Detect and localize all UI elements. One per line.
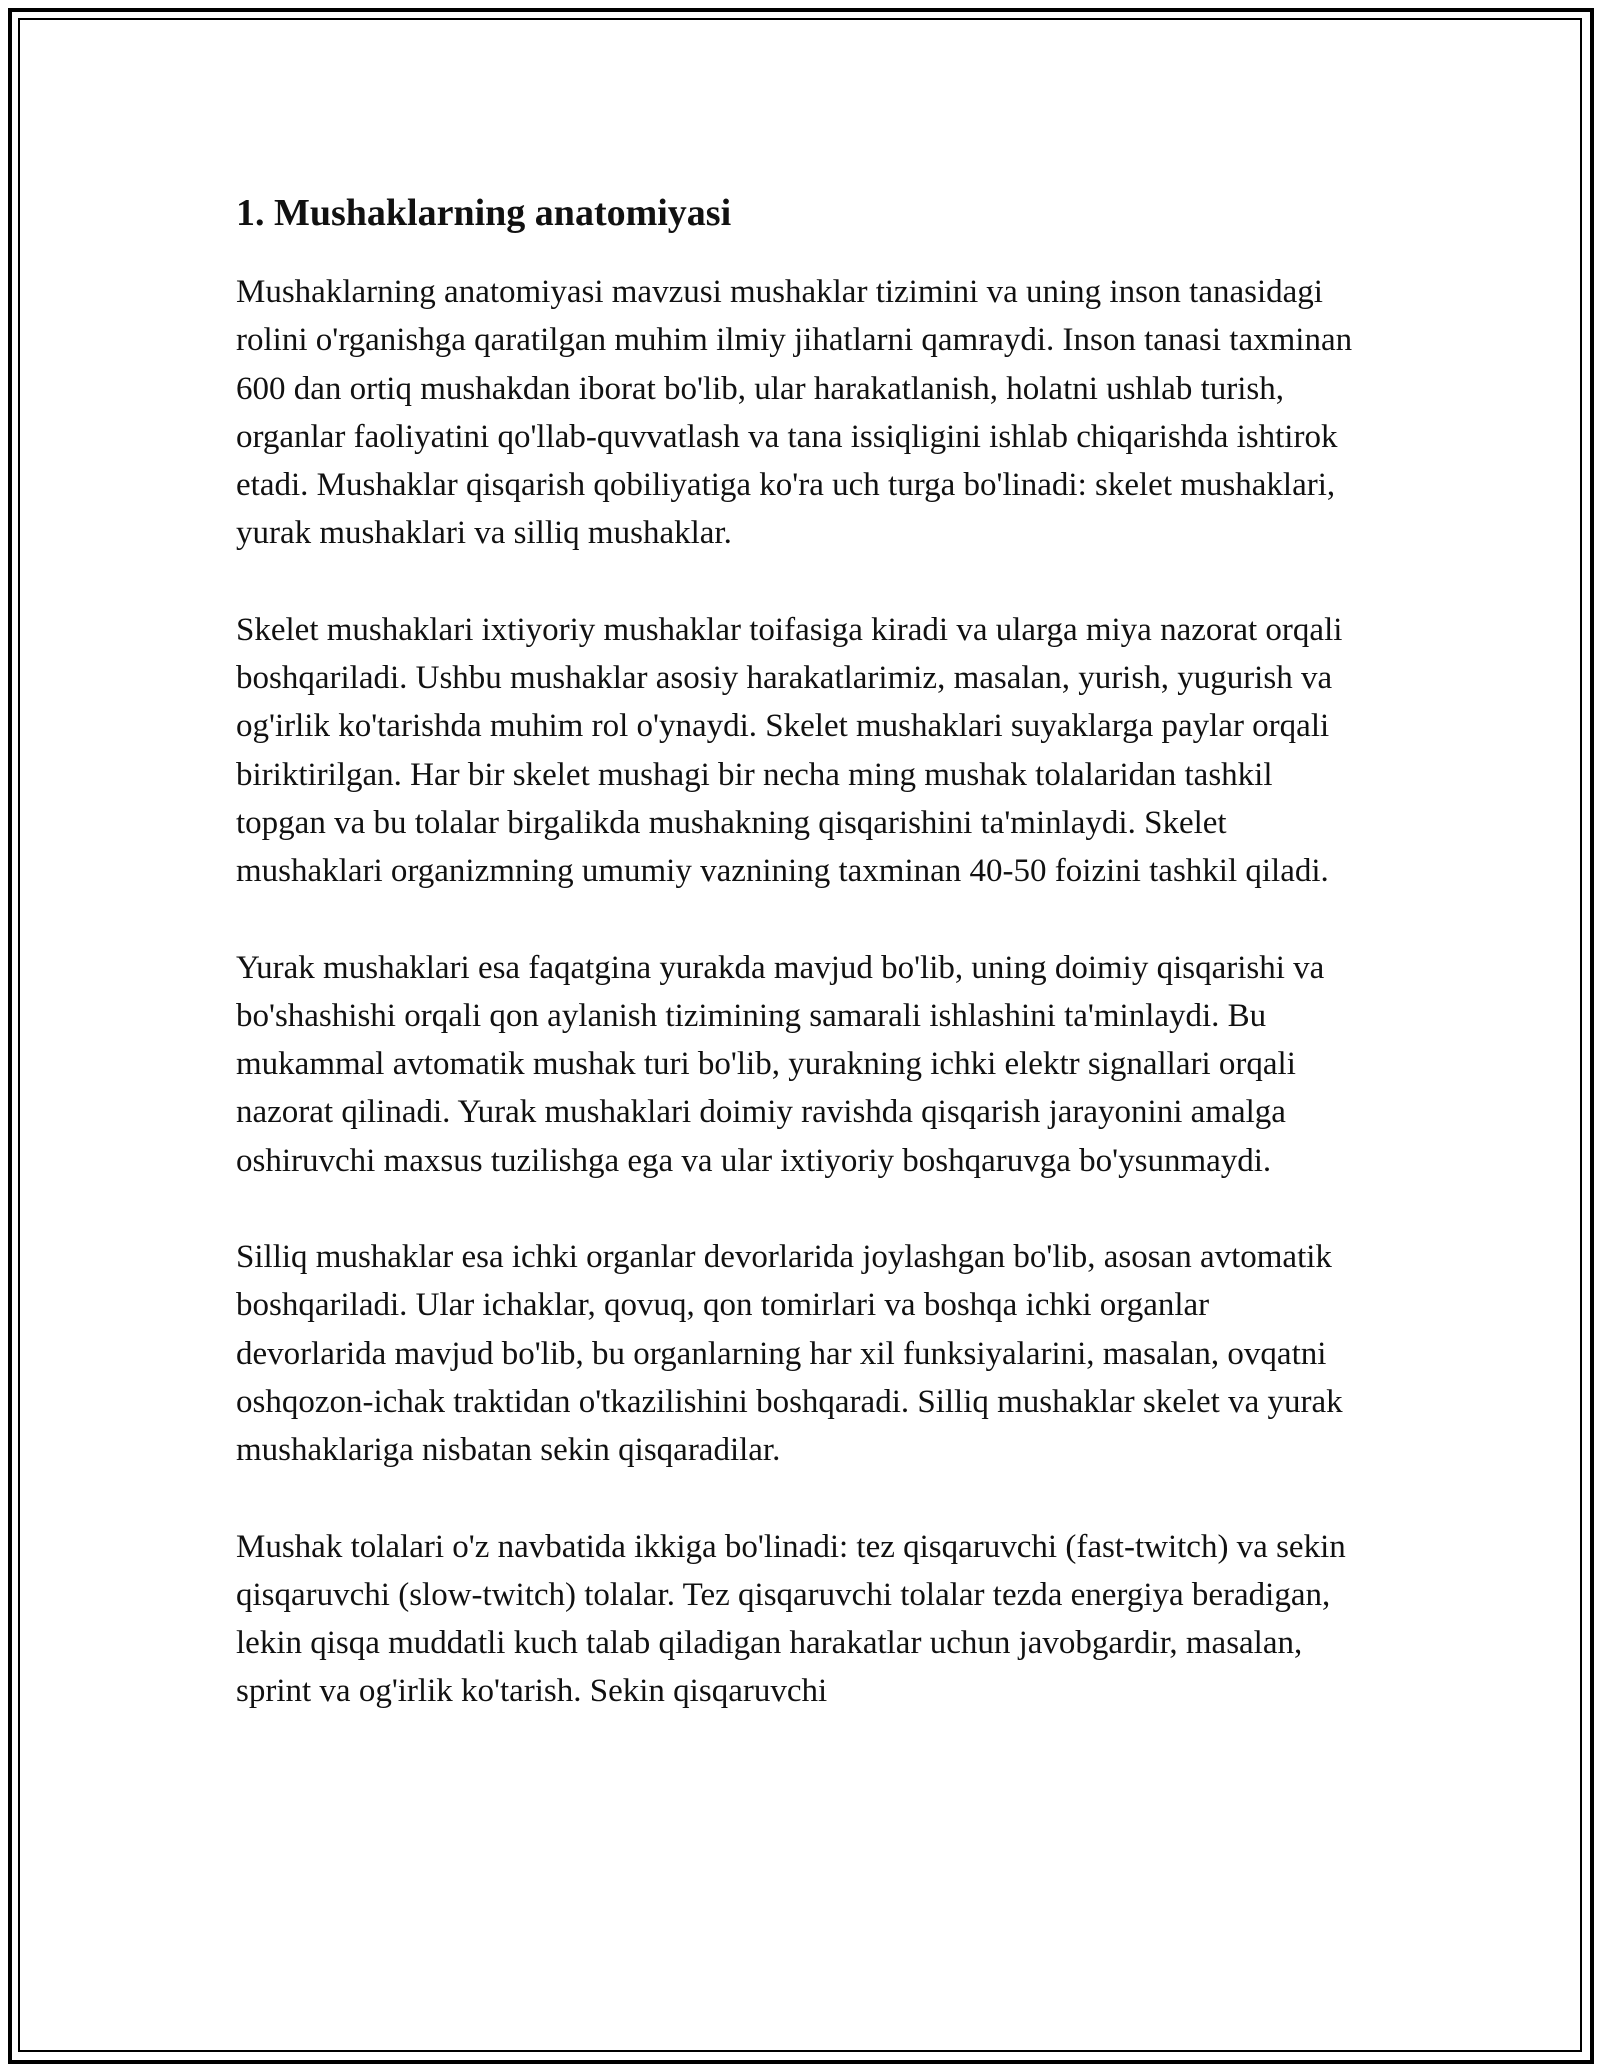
paragraph-3: Yurak mushaklari esa faqatgina yurakda mavjud bo'lib, uning doimiy qisqarishi va bo'shashishi orqali qon aylanish tizimining samarali ishlashini ta'minlaydi. Bu mukammal avtomatik mushak turi bo'lib, yurakning ichki elektr signallari orqali nazorat qilinadi. Yurak mushaklari doimiy ravishda qisqarish jarayonini amalga oshiruvchi maxsus tuzilishga ega va ular ixtiyoriy boshqaruvga bo'ysunmaydi. <box>236 949 1325 1179</box>
section-heading: 1. Mushaklarning anatomiyasi <box>236 192 732 234</box>
paragraph-1: Mushaklarning anatomiyasi mavzusi mushaklar tizimini va uning inson tanasidagi rolini o'rganishga qaratilgan muhim ilmiy jihatlarni qamraydi. Inson tanasi taxminan 600 dan ortiq mushakdan iborat bo'lib, ular harakatlanish, holatni ushlab turish, organlar faoliyatini qo'llab-quvvatlash va tana issiqligini ishlab chiqarishda ishtirok etadi. Mushaklar qisqarish qobiliyatiga ko'ra uch turga bo'linadi: skelet mushaklari, yurak mushaklari va silliq mushaklar. <box>236 274 1353 552</box>
paragraph-5: Mushak tolalari o'z navbatida ikkiga bo'linadi: tez qisqaruvchi (fast-twitch) va sekin qisqaruvchi (slow-twitch) tolalar. Tez qisqaruvchi tolalar tezda energiya beradigan, lekin qisqa muddatli kuch talab qiladigan harakatlar uchun javobgardir, masalan, sprint va og'irlik ko'tarish. Sekin qisqaruvchi <box>236 1528 1346 1710</box>
paragraph-4: Silliq mushaklar esa ichki organlar devorlarida joylashgan bo'lib, asosan avtomatik boshqariladi. Ular ichaklar, qovuq, qon tomirlari va boshqa ichki organlar devorlarida mavjud bo'lib, bu organlarning har xil funksiyalarini, masalan, ovqatni oshqozon-ichak traktidan o'tkazilishini boshqaradi. Silliq mushaklar skelet va yurak mushaklariga nisbatan sekin qisqaradilar. <box>236 1239 1343 1469</box>
paragraph-2: Skelet mushaklari ixtiyoriy mushaklar toifasiga kiradi va ularga miya nazorat orqali boshqariladi. Ushbu mushaklar asosiy harakatlarimiz, masalan, yurish, yugurish va og'irlik ko'tarishda muhim rol o'ynaydi. Skelet mushaklari suyaklarga paylar orqali biriktirilgan. Har bir skelet mushagi bir necha ming mushak tolalaridan tashkil topgan va bu tolalar birgalikda mushakning qisqarishini ta'minlaydi. Skelet mushaklari organizmning umumiy vaznining taxminan 40-50 foizini tashkil qiladi. <box>236 611 1343 890</box>
document-body <box>236 188 1364 1764</box>
